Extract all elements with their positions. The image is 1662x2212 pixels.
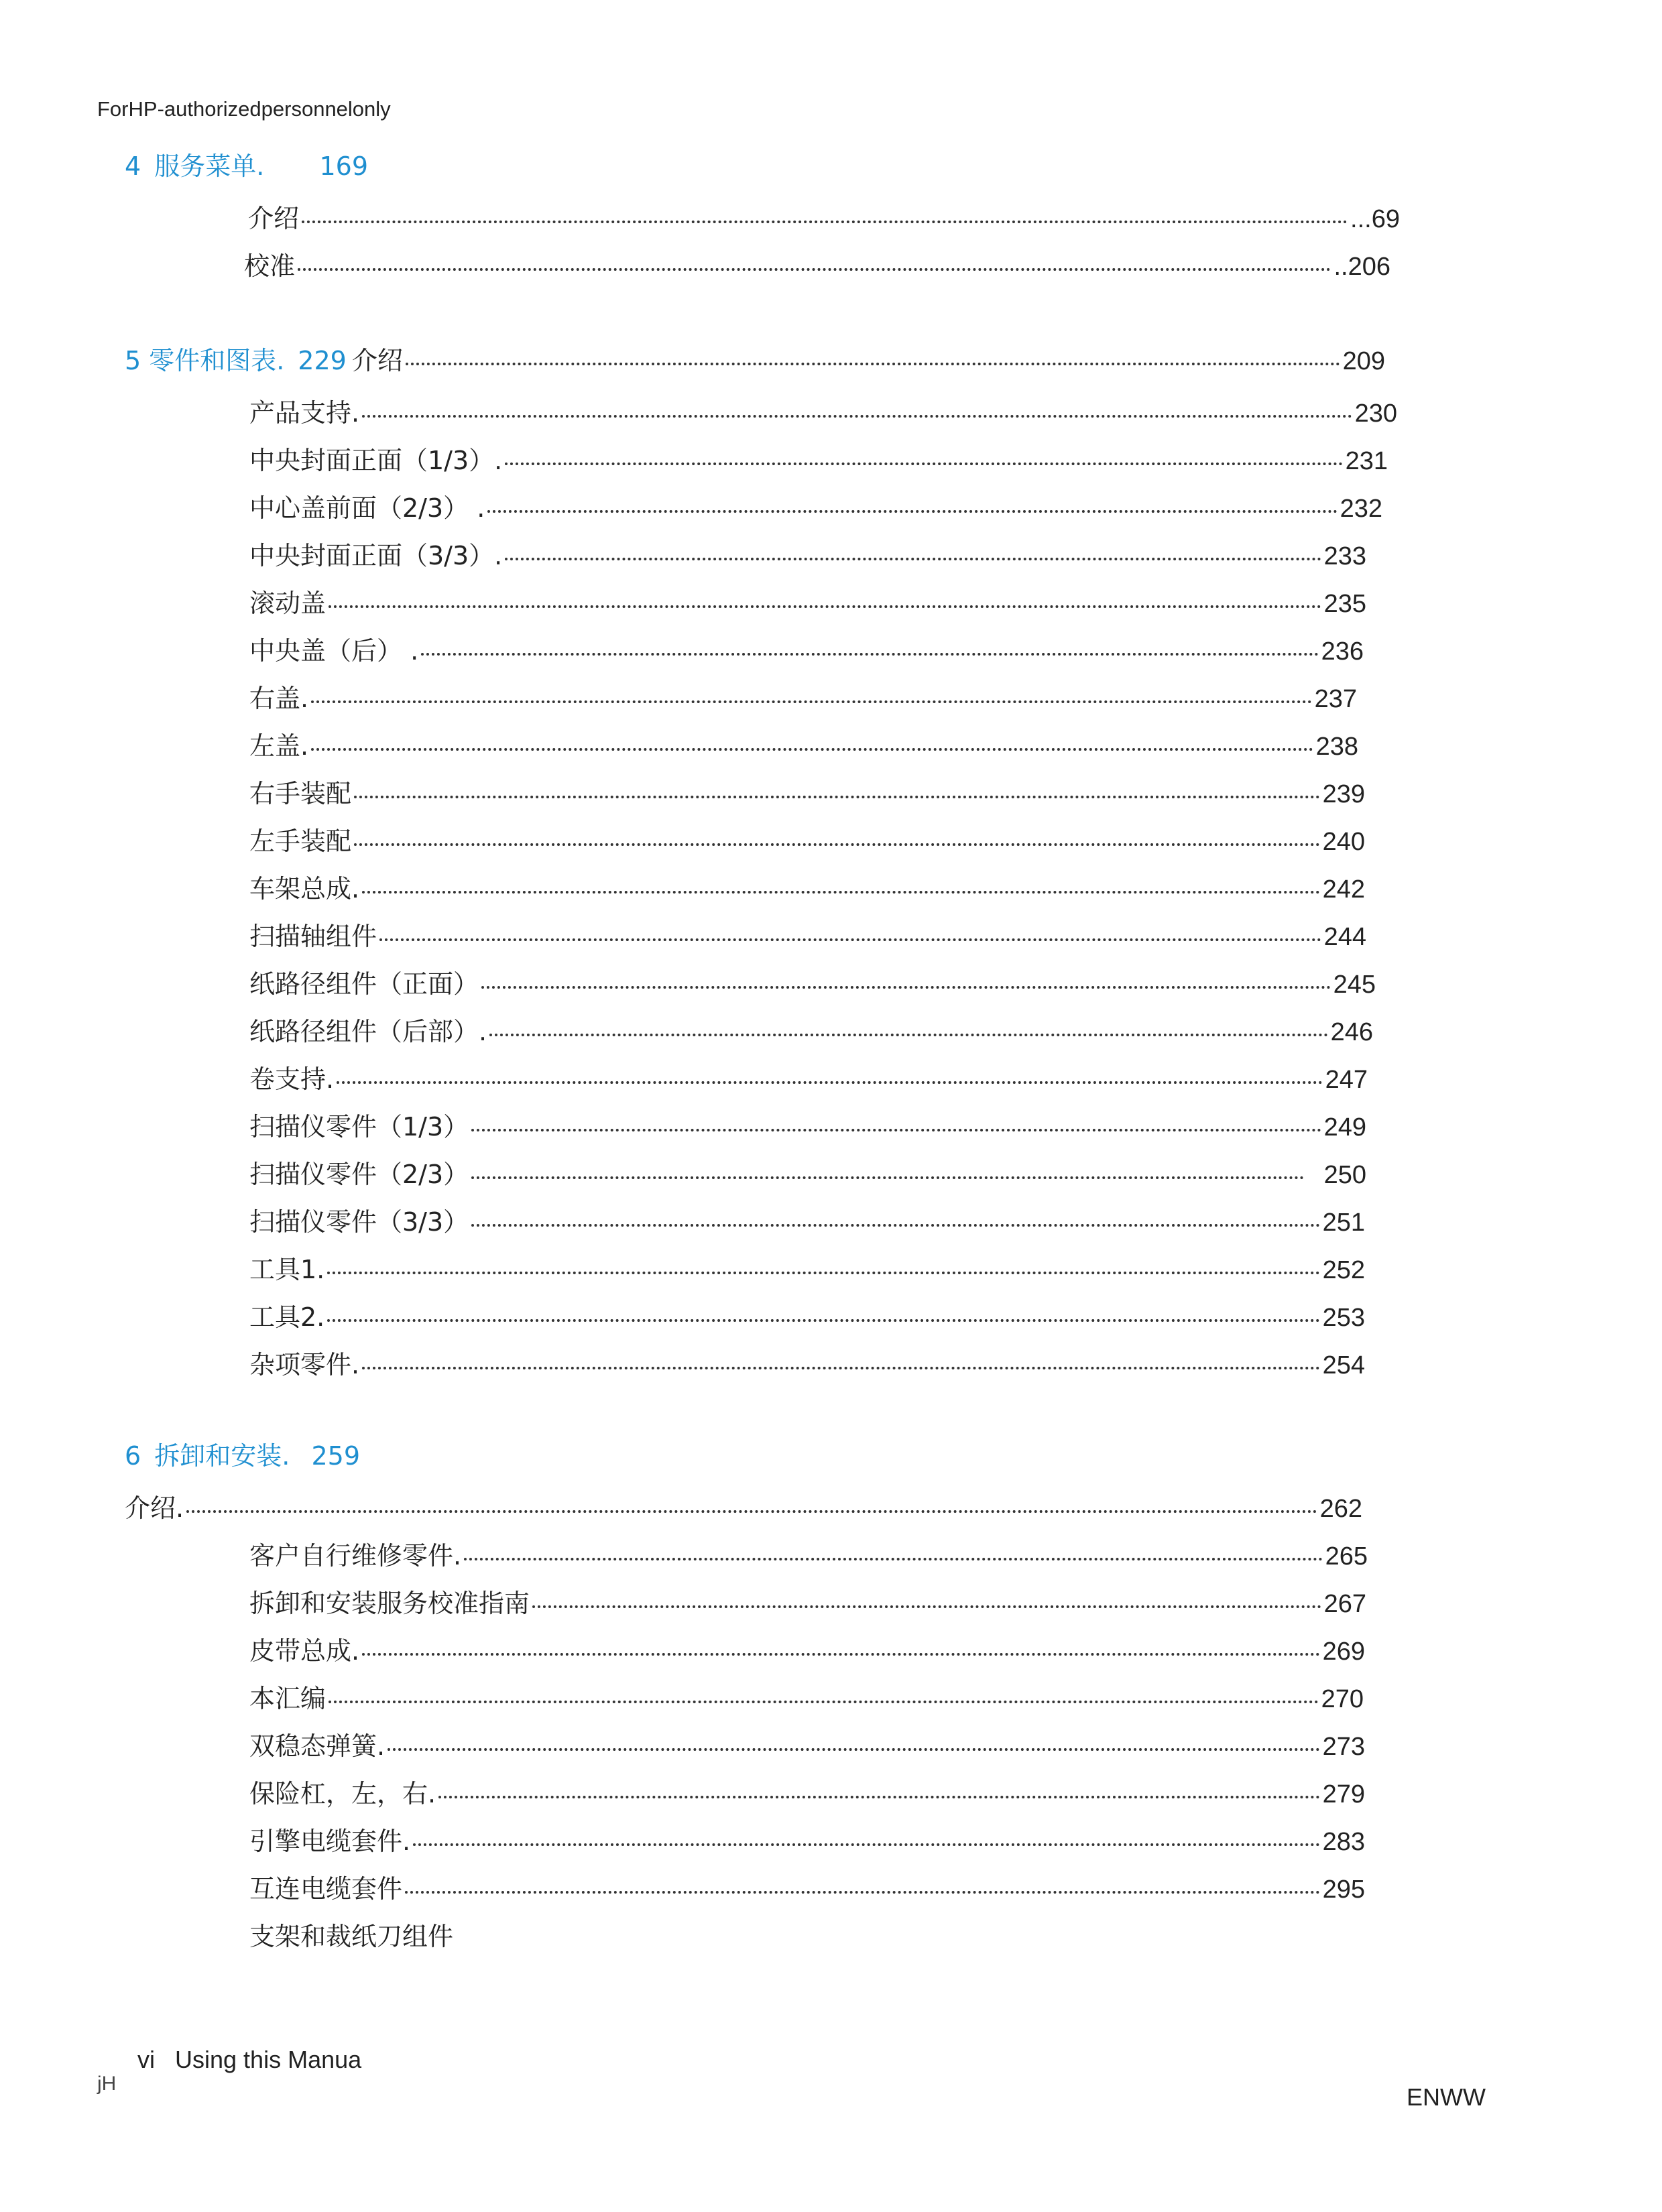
toc-entry[interactable] bbox=[249, 488, 1382, 528]
toc-entry[interactable] bbox=[249, 1869, 1365, 1909]
toc-entry-page: 252 bbox=[1322, 1256, 1365, 1284]
toc-entry[interactable] bbox=[249, 1345, 1365, 1385]
toc-entry-page: 242 bbox=[1322, 875, 1365, 904]
toc-entry[interactable] bbox=[249, 1916, 1365, 1957]
toc-entry-page: ...69 bbox=[1350, 205, 1400, 233]
toc-entry[interactable] bbox=[249, 964, 1376, 1004]
dot-leader bbox=[337, 1081, 1323, 1084]
toc-entry[interactable] bbox=[249, 440, 1388, 481]
toc-entry[interactable] bbox=[249, 1678, 1364, 1719]
toc-entry[interactable] bbox=[249, 1249, 1365, 1290]
chapter-page: 169 bbox=[319, 151, 368, 181]
toc-entry-label: 卷支持. bbox=[249, 1064, 335, 1094]
toc-entry-page: 209 bbox=[1342, 347, 1385, 375]
toc-entry-page: 233 bbox=[1323, 542, 1366, 570]
toc-entry-label: 工具2. bbox=[249, 1302, 325, 1332]
toc-entry[interactable] bbox=[249, 1583, 1366, 1623]
toc-entry-page: 283 bbox=[1322, 1828, 1365, 1856]
chapter-4-heading[interactable] bbox=[125, 146, 1399, 186]
dot-leader bbox=[421, 653, 1318, 656]
toc-entry-page: 250 bbox=[1323, 1161, 1366, 1189]
toc-entry-page: 230 bbox=[1354, 400, 1397, 428]
toc-entry-page: 249 bbox=[1323, 1113, 1366, 1142]
toc-entry-label: 互连电缆套件 bbox=[249, 1874, 403, 1904]
toc-entry[interactable] bbox=[249, 1631, 1365, 1671]
toc-entry-page: 232 bbox=[1340, 495, 1382, 523]
toc-entry-label: 介绍. bbox=[125, 1493, 184, 1523]
dot-leader bbox=[354, 843, 1320, 846]
dot-leader bbox=[388, 1748, 1320, 1751]
toc-entry-label: 校准 bbox=[244, 251, 296, 281]
toc-entry-label: 扫描仪零件（2/3） bbox=[249, 1160, 469, 1189]
chapter-5-heading[interactable] bbox=[125, 341, 1385, 381]
dot-leader bbox=[471, 1129, 1321, 1131]
toc-entry-page: 247 bbox=[1325, 1066, 1368, 1094]
dot-leader bbox=[379, 938, 1321, 941]
toc-entry[interactable] bbox=[249, 1059, 1368, 1099]
toc-entry-label: 皮带总成. bbox=[249, 1636, 360, 1666]
dot-leader bbox=[186, 1510, 1317, 1513]
toc-entry-label: 中心盖前面（2/3） . bbox=[249, 493, 485, 523]
toc-entry-label: 纸路径组件（正面） bbox=[249, 969, 479, 999]
toc-entry-page: ..206 bbox=[1333, 253, 1390, 281]
dot-leader bbox=[329, 605, 1321, 608]
toc-entry-label: 扫描轴组件 bbox=[249, 922, 377, 951]
toc-entry-label: 中央封面正面（3/3）. bbox=[249, 541, 503, 570]
footer-left bbox=[137, 2046, 361, 2074]
dot-leader bbox=[362, 891, 1320, 894]
dot-leader bbox=[354, 796, 1320, 798]
toc-entry-page: 239 bbox=[1322, 780, 1365, 808]
chapter-number: 4 bbox=[125, 151, 141, 181]
footer-text: Using this Manua bbox=[175, 2046, 362, 2073]
toc-entry-page: 270 bbox=[1321, 1685, 1364, 1713]
toc-entry-label: 工具1. bbox=[249, 1255, 325, 1284]
toc-entry[interactable] bbox=[249, 1154, 1366, 1194]
toc-entry[interactable] bbox=[125, 1488, 1362, 1528]
toc-entry-page: 267 bbox=[1323, 1590, 1366, 1618]
toc-entry-label: 客户自行维修零件. bbox=[249, 1541, 462, 1571]
toc-entry-label: 中央封面正面（1/3）. bbox=[249, 446, 503, 475]
dot-leader bbox=[481, 986, 1331, 989]
toc-entry[interactable] bbox=[249, 536, 1366, 576]
toc-entry-page: 265 bbox=[1325, 1542, 1368, 1571]
toc-entry-label: 引擎电缆套件. bbox=[249, 1827, 411, 1856]
toc-entry-label: 右手装配 bbox=[249, 779, 352, 808]
dot-leader bbox=[464, 1558, 1323, 1560]
toc-entry[interactable] bbox=[249, 821, 1365, 861]
toc-entry-page: 244 bbox=[1323, 923, 1366, 951]
toc-entry[interactable] bbox=[249, 916, 1366, 957]
toc-entry[interactable] bbox=[249, 1821, 1365, 1861]
dot-leader bbox=[505, 558, 1321, 560]
toc-entry[interactable] bbox=[249, 678, 1357, 719]
toc-entry[interactable] bbox=[249, 1107, 1366, 1147]
toc-entry-label: 左手装配 bbox=[249, 826, 352, 856]
dot-leader bbox=[505, 463, 1342, 465]
toc-entry-label: 扫描仪零件（1/3） bbox=[249, 1112, 469, 1142]
footer-page-roman: vi bbox=[137, 2046, 155, 2073]
toc-entry-label: 右盖. bbox=[249, 684, 309, 713]
dot-leader bbox=[487, 510, 1337, 513]
toc-entry-label: 支架和裁纸刀组件 bbox=[249, 1922, 454, 1951]
toc-entry-page: 273 bbox=[1322, 1733, 1365, 1761]
toc-entry-label: 纸路径组件（后部）. bbox=[249, 1017, 487, 1046]
toc-entry-label: 杂项零件. bbox=[249, 1350, 360, 1379]
dot-leader bbox=[471, 1176, 1303, 1179]
chapter-page: 229 bbox=[298, 346, 347, 375]
toc-entry-page: 251 bbox=[1322, 1209, 1365, 1237]
toc-entry-label: 保险杠，左，右. bbox=[249, 1779, 436, 1808]
toc-entry-label: 产品支持. bbox=[249, 398, 360, 428]
toc-entry-label: 本汇编 bbox=[249, 1684, 327, 1713]
toc-entry-label: 介绍 bbox=[351, 346, 403, 375]
toc-entry-page: 262 bbox=[1319, 1495, 1362, 1523]
toc-entry[interactable] bbox=[249, 631, 1364, 671]
toc-entry-page: 269 bbox=[1322, 1638, 1365, 1666]
dot-leader bbox=[298, 268, 1331, 271]
chapter-title: 拆卸和安装. bbox=[154, 1441, 290, 1471]
toc-entry-page: 253 bbox=[1322, 1304, 1365, 1332]
dot-leader bbox=[532, 1605, 1321, 1608]
toc-entry-page: 235 bbox=[1323, 590, 1366, 618]
toc-entry[interactable] bbox=[249, 774, 1365, 814]
toc-entry-page: 237 bbox=[1314, 685, 1357, 713]
dot-leader bbox=[302, 221, 1348, 223]
toc-entry[interactable] bbox=[249, 1202, 1365, 1242]
toc-entry-label: 扫描仪零件（3/3） bbox=[249, 1207, 469, 1237]
toc-entry-label: 左盖. bbox=[249, 731, 309, 761]
toc-entry-page: 231 bbox=[1345, 447, 1388, 475]
toc-entry-page: 236 bbox=[1321, 637, 1364, 666]
dot-leader bbox=[327, 1319, 1319, 1322]
toc-entry[interactable] bbox=[249, 1774, 1365, 1814]
toc-entry[interactable] bbox=[248, 198, 1400, 239]
toc-entry[interactable] bbox=[249, 1726, 1365, 1766]
dot-leader bbox=[329, 1701, 1319, 1703]
dot-leader bbox=[327, 1272, 1319, 1274]
chapter-number: 6 bbox=[125, 1441, 141, 1471]
toc-entry-label: 拆卸和安装服务校准指南 bbox=[249, 1589, 530, 1618]
toc-entry-page: 254 bbox=[1322, 1351, 1365, 1379]
toc-entry-label: 中央盖（后） . bbox=[249, 636, 419, 666]
dot-leader bbox=[405, 1891, 1320, 1894]
toc-entry[interactable] bbox=[249, 1297, 1365, 1337]
toc-entry[interactable] bbox=[249, 393, 1397, 433]
footer-right: ENWW bbox=[1407, 2083, 1486, 2111]
dot-leader bbox=[413, 1843, 1320, 1846]
toc-entry-page: 240 bbox=[1322, 828, 1365, 856]
dot-leader bbox=[489, 1034, 1328, 1036]
header-note: ForHP-authorizedpersonnelonly bbox=[97, 97, 391, 121]
toc-entry-label: 介绍 bbox=[248, 204, 300, 233]
chapter-number: 5 bbox=[125, 346, 141, 375]
dot-leader bbox=[311, 700, 1312, 703]
toc-entry-page: 238 bbox=[1315, 733, 1358, 761]
dot-leader bbox=[438, 1796, 1320, 1798]
dot-leader bbox=[471, 1224, 1319, 1227]
toc-entry[interactable] bbox=[249, 1011, 1373, 1052]
toc-entry-page: 279 bbox=[1322, 1780, 1365, 1808]
toc-entry[interactable] bbox=[249, 583, 1366, 623]
toc-entry[interactable] bbox=[244, 246, 1390, 286]
chapter-6-heading[interactable] bbox=[125, 1436, 1399, 1476]
toc-entry-page: 245 bbox=[1333, 971, 1376, 999]
toc-entry[interactable] bbox=[249, 726, 1358, 766]
toc-entry-label: 滚动盖 bbox=[249, 589, 327, 618]
toc-entry-label: 车架总成. bbox=[249, 874, 360, 904]
dot-leader bbox=[362, 1367, 1320, 1369]
dot-leader bbox=[362, 415, 1352, 418]
dot-leader bbox=[311, 748, 1313, 751]
dot-leader bbox=[362, 1653, 1320, 1656]
toc-entry-page: 246 bbox=[1330, 1018, 1373, 1046]
footer-mark: jH bbox=[97, 2073, 117, 2095]
toc-entry-page: 295 bbox=[1322, 1876, 1365, 1904]
dot-leader bbox=[406, 363, 1340, 365]
toc-entry-label: 双稳态弹簧. bbox=[249, 1731, 385, 1761]
chapter-title: 服务菜单. bbox=[154, 151, 265, 181]
toc-entry[interactable] bbox=[249, 1536, 1368, 1576]
toc-entry[interactable] bbox=[249, 869, 1365, 909]
chapter-title: 零件和图表. bbox=[149, 346, 285, 375]
chapter-page: 259 bbox=[311, 1441, 360, 1471]
